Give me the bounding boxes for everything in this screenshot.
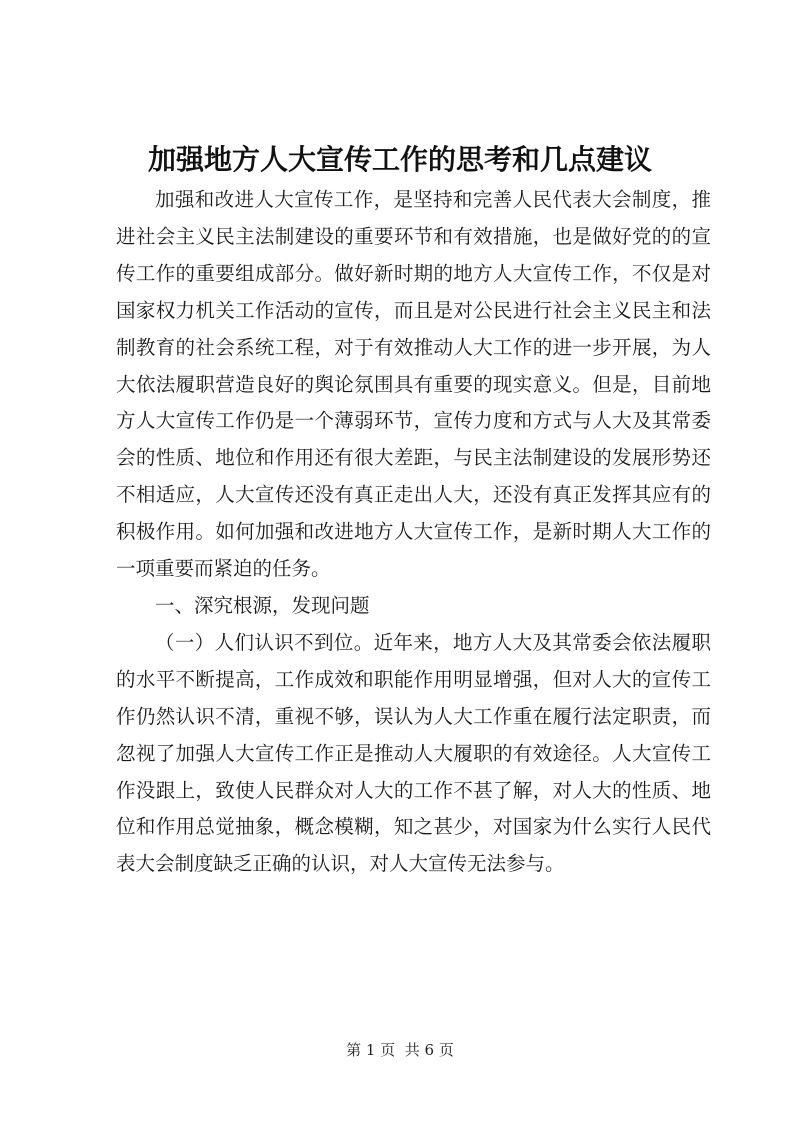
- intro-paragraph: 加强和改进人大宣传工作，是坚持和完善人民代表大会制度，推进社会主义民主法制建设的重要环节和有效措施，也是做好党的的宣传工作的重要组成部分。做好新时期的地方人大宣传工作，不仅是对国家权力机关工作活动的宣传，而且是对公民进行社会主义民主和法制教育的社会系统工程，对于有效推动人大工作的进一步开展，为人大依法履职营造良好的舆论氛围具有重要的现实意义。但是，目前地方人大宣传工作仍是一个薄弱环节，宣传力度和方式与人大及其常委会的性质、地位和作用还有很大差距，与民主法制建设的发展形势还不相适应，人大宣传还没有真正走出人大，还没有真正发挥其应有的积极作用。如何加强和改进地方人大宣传工作，是新时期人大工作的一项重要而紧迫的任务。: [116, 188, 711, 581]
- section-heading: 一、深究根源，发现问题: [155, 593, 370, 617]
- page-total: 共 6 页: [404, 1041, 454, 1059]
- page-footer: [0, 1040, 800, 1060]
- subsection-paragraph: （一）人们认识不到位。近年来，地方人大及其常委会依法履职的水平不断提高，工作成效和职能作用明显增强，但对人大的宣传工作仍然认识不清，重视不够，误认为人大工作重在履行法定职责，而忽视了加强人大宣传工作正是推动人大履职的有效途径。人大宣传工作没跟上，致使人民群众对人大的工作不甚了解，对人大的性质、地位和作用总觉抽象，概念模糊，知之甚少，对国家为什么实行人民代表大会制度缺乏正确的认识，对人大宣传无法参与。: [116, 630, 711, 876]
- document-body: [116, 182, 711, 883]
- page-number: 第 1 页: [346, 1041, 396, 1059]
- document-title: 加强地方人大宣传工作的思考和几点建议: [147, 143, 652, 176]
